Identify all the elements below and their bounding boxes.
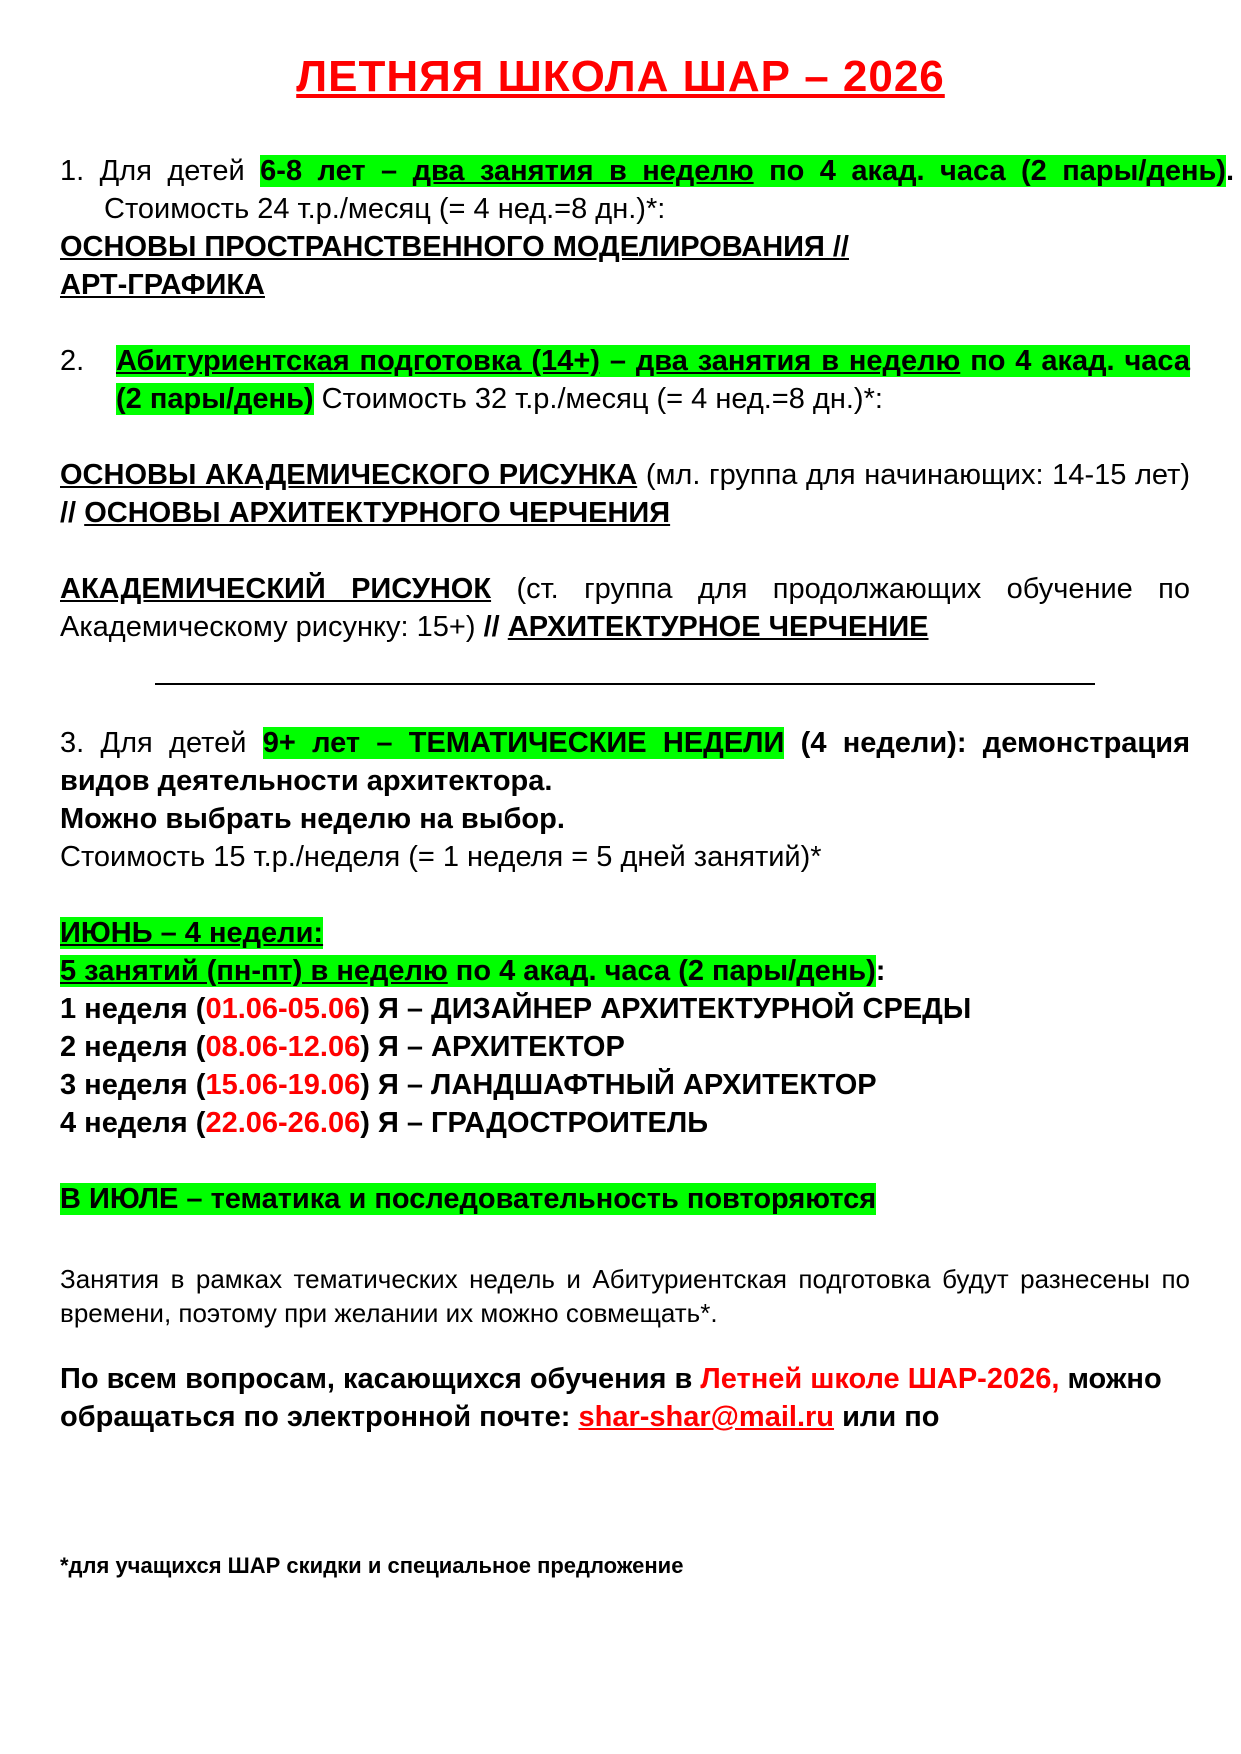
contact-email-link[interactable]: shar-shar@mail.ru — [578, 1401, 835, 1433]
item-1-dot: . — [1225, 155, 1235, 187]
june-heading — [60, 914, 1190, 952]
week-theme: ) Я – ЛАНДШАФТНЫЙ АРХИТЕКТОР — [360, 1069, 877, 1101]
june-schedule-colon: : — [875, 955, 886, 987]
item-1 — [60, 152, 1234, 228]
week-label: 2 неделя ( — [60, 1031, 206, 1063]
item-3-weeks: (4 недели): — [800, 727, 967, 759]
week-label: 4 неделя ( — [60, 1107, 206, 1139]
divider — [155, 683, 1095, 685]
item-2-dash: – — [609, 345, 626, 377]
item-1-dash: – — [380, 155, 398, 187]
page-title: ЛЕТНЯЯ ШКОЛА ШАР – 2026 — [296, 52, 945, 101]
junior-course-2: ОСНОВЫ АРХИТЕКТУРНОГО ЧЕРЧЕНИЯ — [84, 497, 671, 529]
week-dates: 01.06-05.06 — [205, 993, 361, 1025]
senior-separator: // — [483, 611, 500, 643]
item-1-number: 1. — [60, 155, 85, 187]
item-1-age: 6-8 лет — [260, 155, 366, 187]
contact-tail: или по — [842, 1401, 940, 1433]
item-1-frequency: два занятия в неделю — [412, 155, 754, 187]
week-dates: 15.06-19.06 — [205, 1069, 361, 1101]
week-dates: 08.06-12.06 — [205, 1031, 361, 1063]
item-1-course-line-2: АРТ-ГРАФИКА — [60, 269, 265, 301]
week-theme: ) Я – ГРАДОСТРОИТЕЛЬ — [360, 1107, 709, 1139]
item-2-name: Абитуриентская подготовка (14+) — [116, 345, 600, 377]
contact-block — [60, 1360, 1190, 1436]
week-3 — [60, 1066, 1190, 1104]
schedule-note: Занятия в рамках тематических недель и Абитуриентская подготовка будут разнесены по времени, поэтому при желании их можно совмещать*. — [60, 1264, 1190, 1328]
item-3-price: Стоимость 15 т.р./неделя (= 1 неделя = 5 дней занятий)* — [60, 841, 822, 873]
june-schedule-days: 5 занятий (пн-пт) в неделю — [60, 955, 448, 987]
item-2-senior-group — [60, 570, 1190, 646]
contact-mid: можно обращаться по электронной почте: — [60, 1363, 1162, 1433]
senior-course: АКАДЕМИЧЕСКИЙ РИСУНОК — [60, 573, 492, 605]
week-dates: 22.06-26.06 — [205, 1107, 361, 1139]
item-2-number: 2. — [60, 345, 85, 377]
item-2-price: Стоимость 32 т.р./месяц (= 4 нед.=8 дн.)*: — [321, 383, 883, 415]
item-3-description: демонстрация видов деятельности архитектора. — [60, 727, 1191, 797]
week-theme: ) Я – АРХИТЕКТОР — [360, 1031, 625, 1063]
contact-school: Летней школе ШАР-2026, — [700, 1363, 1060, 1395]
item-2-junior-group — [60, 456, 1190, 532]
senior-note: (ст. группа для продолжающих обучение по Академическому рисунку: 15+) — [60, 573, 1191, 643]
july-note-text: В ИЮЛЕ – тематика и последовательность повторяются — [60, 1183, 877, 1215]
item-3-title: 9+ лет – ТЕМАТИЧЕСКИЕ НЕДЕЛИ — [262, 727, 785, 759]
senior-course-2: АРХИТЕКТУРНОЕ ЧЕРЧЕНИЕ — [507, 611, 929, 643]
junior-course: ОСНОВЫ АКАДЕМИЧЕСКОГО РИСУНКА — [60, 459, 638, 491]
week-2 — [60, 1028, 1190, 1066]
item-1-intro: Для детей — [99, 155, 245, 187]
junior-separator: // — [60, 497, 77, 529]
week-label: 3 неделя ( — [60, 1069, 206, 1101]
week-theme: ) Я – ДИЗАЙНЕР АРХИТЕКТУРНОЙ СРЕДЫ — [360, 993, 972, 1025]
item-2 — [60, 342, 1190, 418]
item-3-intro: Для детей — [100, 727, 247, 759]
item-3-choice: Можно выбрать неделю на выбор. — [60, 803, 565, 835]
week-1 — [60, 990, 1190, 1028]
item-1-course-line-1: ОСНОВЫ ПРОСТРАНСТВЕННОГО МОДЕЛИРОВАНИЯ // — [60, 231, 849, 263]
june-schedule-hours: по 4 акад. часа (2 пары/день) — [455, 955, 876, 987]
footnote: *для учащихся ШАР скидки и специальное предложение — [60, 1553, 684, 1578]
june-heading-text: ИЮНЬ – 4 недели: — [60, 917, 324, 949]
june-schedule — [60, 952, 1190, 990]
july-note — [60, 1180, 1190, 1218]
week-label: 1 неделя ( — [60, 993, 206, 1025]
item-1-hours: по 4 акад. часа (2 пары/день) — [769, 155, 1226, 187]
item-3 — [60, 724, 1190, 800]
week-4 — [60, 1104, 1190, 1142]
item-2-frequency: два занятия в неделю — [635, 345, 961, 377]
contact-intro: По всем вопросам, касающихся обучения в — [60, 1363, 693, 1395]
item-1-price: Стоимость 24 т.р./месяц (= 4 нед.=8 дн.)*: — [104, 193, 666, 225]
item-3-number: 3. — [60, 727, 85, 759]
item-2-hours: по 4 акад. часа (2 пары/день) — [116, 345, 1191, 415]
junior-note: (мл. группа для начинающих: 14-15 лет) — [645, 459, 1191, 491]
